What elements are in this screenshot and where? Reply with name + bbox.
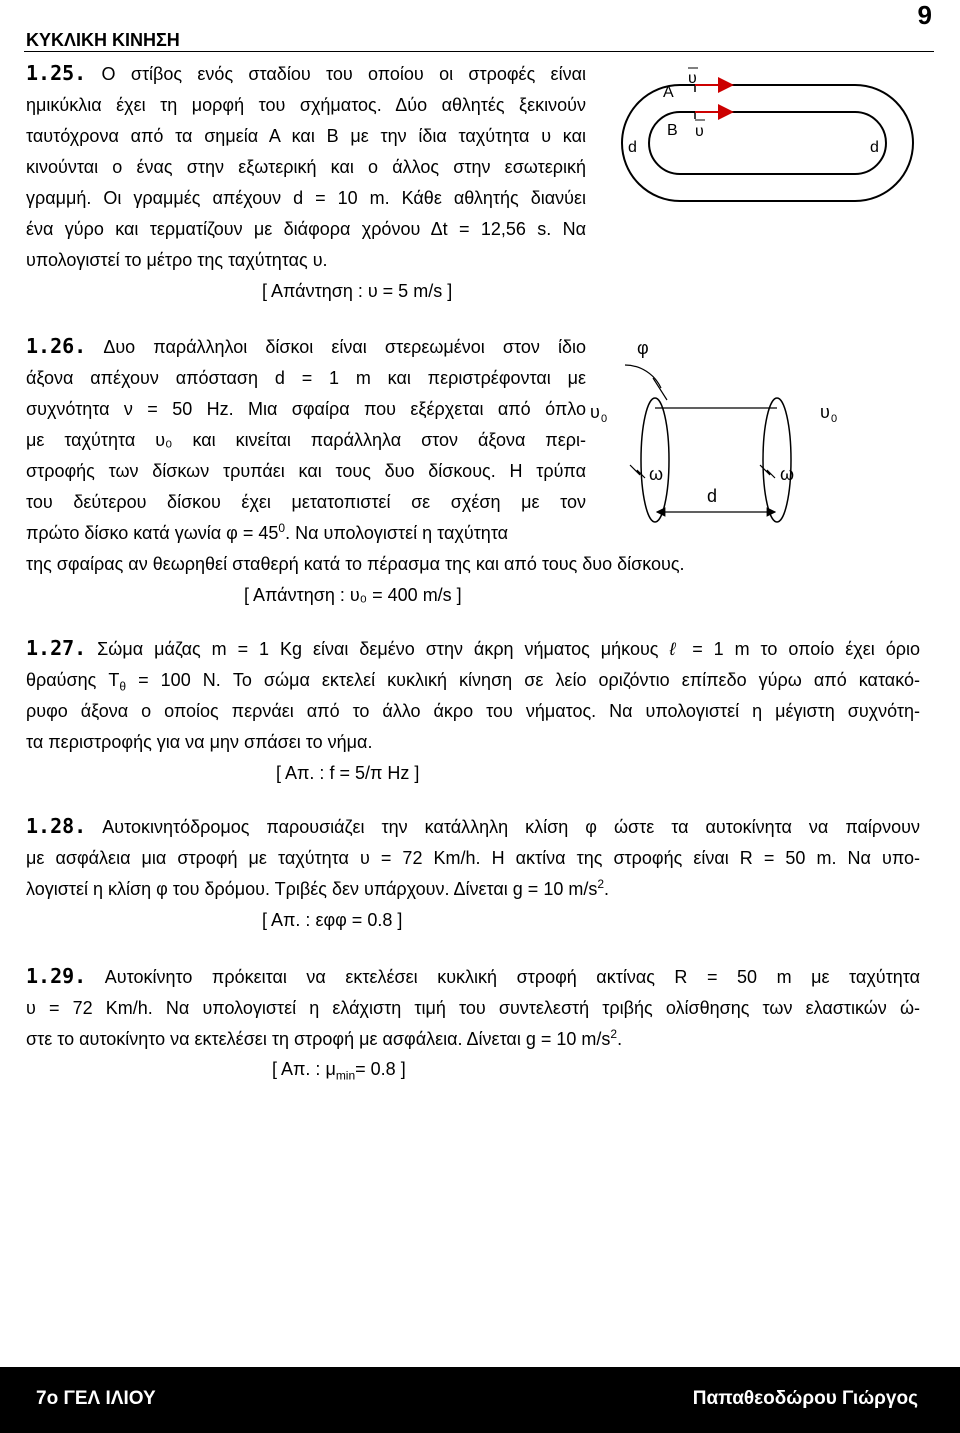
problem-text-line: συχνότητα ν = 50 Hz. Μια σφαίρα που εξέρχεται από όπλο [26,399,586,419]
answer-1-29-visible: [ Απ. : $\mu_{min}= 0.8$ ] [272,1059,406,1083]
problem-text-line: κινούνται ο ένας στην εξωτερική και ο άλλος στην εσωτερική [26,157,586,177]
problem-1-28 [26,811,920,936]
problem-number: 1.25. [26,61,87,85]
distance-label: d [707,486,718,506]
velocity-label-right: υ [820,402,830,422]
problem-text-line: λογιστεί η κλίση φ του δρόμου. Τριβές δεν υπάρχουν. Δίνεται g = 10 $m/s^2$. [26,877,610,899]
problem-text-line: τα περιστροφής για να μην σπάσει το νήμα. [26,732,373,752]
problem-1-26 [26,331,685,611]
problem-1-27 [26,633,920,789]
problem-number: 1.26. [26,334,87,358]
problem-text-line: πρώτο δίσκο κατά γωνία $\varphi = 45^0$. Να υπολογιστεί η ταχύτητα [26,521,509,543]
problem-text-line: θραύσης $T_\theta = 100$ N. Το σώμα εκτελεί κυκλική κίνηση σε λείο οριζόντιο επίπεδο γύρω από κατακό- [26,670,920,694]
inner-track-line [649,112,886,174]
svg-text:0: 0 [601,413,608,425]
distance-label-left: d [628,139,637,156]
problem-text-line: άξονα απέχουν απόσταση d = 1 m και περιστρέφονται με [26,368,586,388]
velocity-label-a: υ [688,70,697,87]
problem-text-line: με ασφάλεια μια στροφή με ταχύτητα υ = 72 Km/h. Η ακτίνα της στροφής είναι R = 50 m. Να υπο- [26,848,920,868]
problem-1-29 [26,961,920,1049]
distance-label-right: d [870,139,879,156]
problem-text-line: 1.26. Δυο παράλληλοι δίσκοι είναι στερεωμένοι στον ίδιο [26,334,586,358]
omega-label-left: ω [649,464,664,484]
disc-right [763,398,791,522]
angle-phi-label: φ [637,338,649,358]
problem-1-25 [26,58,586,307]
omega-label-right: ω [780,464,795,484]
answer: [ Απάντηση : υ₀ = 400 m/s ] [244,585,462,605]
problem-text-line: 1.29. Αυτοκίνητο πρόκειται να εκτελέσει κυκλική στροφή ακτίνας R = 50 m με ταχύτητα [26,964,920,988]
problem-text-line: 1.27. Σώμα μάζας m = 1 Kg είναι δεμένο στην άκρη νήματος μήκους ℓ = 1 m το οποίο έχει όριο [26,636,920,660]
problem-text-line: ρυφο άξονα ο οποίος περνάει από το άλλο άκρο του νήματος. Να υπολογιστεί η μέγιστη συχνότη- [26,701,920,721]
svg-text:0: 0 [831,413,838,425]
header-title: ΚΥΚΛΙΚΗ ΚΙΝΗΣΗ [26,30,180,50]
problem-number: 1.27. [26,636,87,660]
problem-text-line: 1.25. Ο στίβος ενός σταδίου του οποίου οι στροφές είναι [26,61,586,85]
discs-figure [585,330,885,530]
answer: [ Απάντηση : υ = 5 m/s ] [262,281,453,301]
point-b-label: B [667,122,678,139]
footer-author: Παπαθεοδώρου Γιώργος [692,1388,918,1409]
stadium-track-figure [600,58,940,228]
problem-text-line: ημικύκλια έχει τη μορφή του σχήματος. Δύο αθλητές ξεκινούν [26,95,586,115]
page-number: 9 [917,0,932,30]
velocity-label-b: υ [695,123,704,140]
problem-text-line: 1.28. Αυτοκινητόδρομος παρουσιάζει την κατάλληλη κλίση φ ώστε τα αυτοκίνητα να παίρνουν [26,814,920,838]
problem-number: 1.29. [26,964,87,988]
problem-text-line: γραμμή. Οι γραμμές απέχουν d = 10 m. Κάθε αθλητής διανύει [26,188,586,208]
problem-text-line: υπολογιστεί το μέτρο της ταχύτητας υ. [26,250,328,270]
problem-text-line: του δεύτερου δίσκου έχει μετατοπιστεί σε σχέση με τον [26,492,586,512]
header-divider [24,51,934,52]
problem-text-line: ταυτόχρονα από τα σημεία Α και Β με την ίδια ταχύτητα υ και [26,126,586,146]
footer-school: 7ο ΓΕΛ ΙΛΙΟΥ [36,1388,156,1409]
problem-text-line: με ταχύτητα υ₀ και κινείται παράλληλα στον άξονα περι- [26,430,586,450]
velocity-label-left: υ [590,402,600,422]
answer: [ Απ. : f = 5/π Hz ] [276,763,420,783]
problem-text-line: της σφαίρας αν θεωρηθεί σταθερή κατά το πέρασμα της και από τους δυο δίσκους. [26,554,685,574]
problem-text-line: στε το αυτοκίνητο να εκτελέσει τη στροφή με ασφάλεια. Δίνεται g = 10 $m/s^2$. [26,1027,623,1049]
answer: [ Απ. : εφφ = 0.8 ] [262,910,403,930]
disc-left [641,398,669,522]
point-a-label: A [663,84,674,101]
problem-text-line: υ = 72 Km/h. Να υπολογιστεί η ελάχιστη τιμή του συντελεστή τριβής ολίσθησης των ελαστικών ώ- [26,998,920,1018]
problem-text-line: στροφής των δίσκων τρυπάει και τους δυο δίσκους. Η τρύπα [26,461,586,481]
problem-number: 1.28. [26,814,87,838]
problem-text-line: ένα γύρο και τερματίζουν με διάφορα χρόνου Δt = 12,56 s. Να [26,219,586,239]
angle-arc [625,365,661,388]
